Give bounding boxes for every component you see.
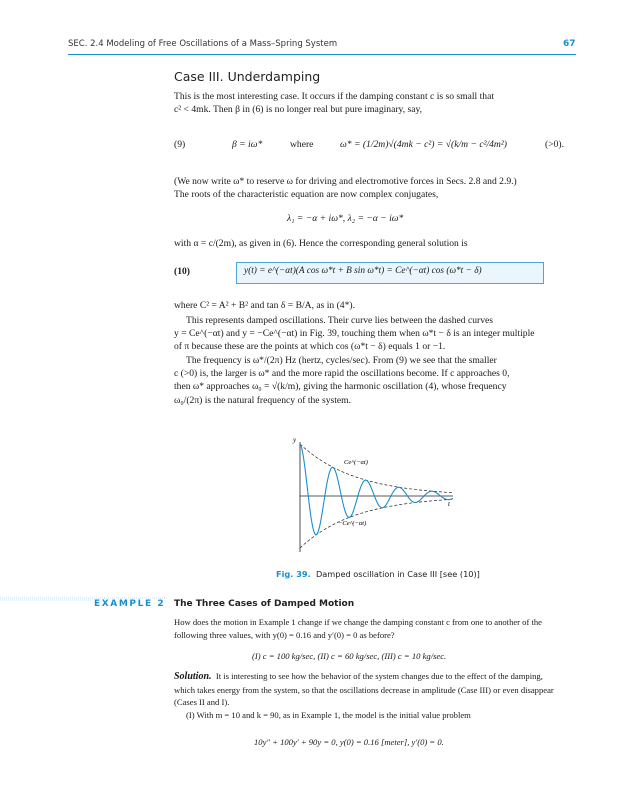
- intro-paragraph: [174, 90, 574, 116]
- equation-9-label: (9): [174, 139, 186, 150]
- text-line: It is interesting to see how the behavior of the system changes due to the effect of the damping,: [215, 671, 543, 681]
- with-line: with α = c/(2m), as given in (6). Hence the corresponding general solution is: [174, 238, 468, 249]
- y-axis-label: y: [293, 436, 297, 444]
- text-line: (We now write ω* to reserve ω for driving and electromotive forces in Secs. 2.8 and 2.9.): [174, 176, 517, 187]
- solution-label: Solution.: [174, 671, 212, 682]
- upper-envelope-curve: [300, 444, 453, 493]
- text-line: How does the motion in Example 1 change if we change the damping constant c from one to another of the: [174, 617, 542, 627]
- oscillation-curve: [300, 444, 453, 535]
- example-cases: (I) c = 100 kg/sec, (II) c = 60 kg/sec, (III) c = 10 kg/sec.: [252, 651, 447, 661]
- text-line: following three values, with y(0) = 0.16 and y′(0) = 0 as before?: [174, 629, 395, 640]
- equation-10-label: (10): [174, 266, 190, 277]
- text-line: The roots of the characteristic equation are now complex conjugates,: [174, 189, 439, 201]
- text-line: which takes energy from the system, so that the oscillations decrease in amplitude (Case III) or even disappear: [174, 684, 554, 695]
- header-rule: [68, 54, 576, 55]
- figure-number: Fig. 39.: [276, 569, 311, 579]
- equation-9-where: where: [290, 139, 314, 150]
- where-line: where C² = A² + B² and tan δ = B/A, as in (4*).: [174, 300, 355, 311]
- example-title: The Three Cases of Damped Motion: [174, 599, 355, 609]
- upper-envelope-label: Ce^(−αt): [344, 459, 368, 466]
- damped-oscillation-figure: [288, 430, 463, 560]
- equation-10-body: y(t) = e^(−αt)(A cos ω*t + B sin ω*t) = Ce^(−αt) cos (ω*t − δ): [244, 266, 482, 276]
- example-ivp: 10y″ + 100y′ + 90y = 0, y(0) = 0.16 [meter], y′(0) = 0.: [254, 737, 444, 747]
- section-heading: Case III. Underdamping: [174, 69, 321, 84]
- page-number: 67: [563, 39, 576, 49]
- figure-caption: [276, 569, 480, 579]
- caption-text: Damped oscillation in Case III [see (10)]: [315, 569, 480, 579]
- equation-9-condition: (>0).: [545, 139, 564, 150]
- equation-9-rhs: ω* = (1/2m)√(4mk − c²) = √(k/m − c²/4m²): [340, 139, 507, 150]
- frequency-paragraph: [174, 354, 574, 407]
- text-line: c² < 4mk. Then β in (6) is no longer real but pure imaginary, say,: [174, 104, 423, 116]
- t-axis-label: t: [448, 500, 450, 508]
- text-line: This represents damped oscillations. Their curve lies between the dashed curves: [186, 315, 493, 326]
- text-line: The frequency is ω*/(2π) Hz (hertz, cycles/sec). From (9) we see that the smaller: [186, 355, 497, 366]
- roots-equation: λ₁ = −α + iω*, λ₂ = −α − iω*: [287, 213, 404, 224]
- text-line: c (>0) is, the larger is ω* and the more rapid the oscillations become. If c approaches 0,: [174, 368, 510, 380]
- text-line: of π because these are the points at which cos (ω*t − δ) equals 1 or −1.: [174, 341, 446, 353]
- text-line: (I) With m = 10 and k = 90, as in Example 1, the model is the initial value problem: [186, 709, 471, 720]
- note-paragraph: [174, 175, 574, 201]
- text-line: then ω* approaches ω₀ = √(k/m), giving the harmonic oscillation (4), whose frequency: [174, 381, 507, 393]
- example-intro: [174, 616, 574, 641]
- text-line: This is the most interesting case. It occurs if the damping constant c is so small that: [174, 91, 494, 102]
- text-line: ω₀/(2π) is the natural frequency of the system.: [174, 394, 352, 406]
- running-header: SEC. 2.4 Modeling of Free Oscillations of a Mass–Spring System: [68, 39, 338, 49]
- damped-paragraph: [174, 314, 574, 354]
- example-solution: [174, 670, 574, 721]
- lower-envelope-label: −Ce^(−αt): [338, 520, 367, 527]
- text-line: y = Ce^(−αt) and y = −Ce^(−αt) in Fig. 39, touching them when ω*t − δ is an integer multiple: [174, 328, 535, 340]
- text-line: (Cases II and I).: [174, 697, 230, 707]
- example-label: EXAMPLE 2: [94, 599, 166, 609]
- equation-9-lhs: β = iω*: [232, 139, 263, 150]
